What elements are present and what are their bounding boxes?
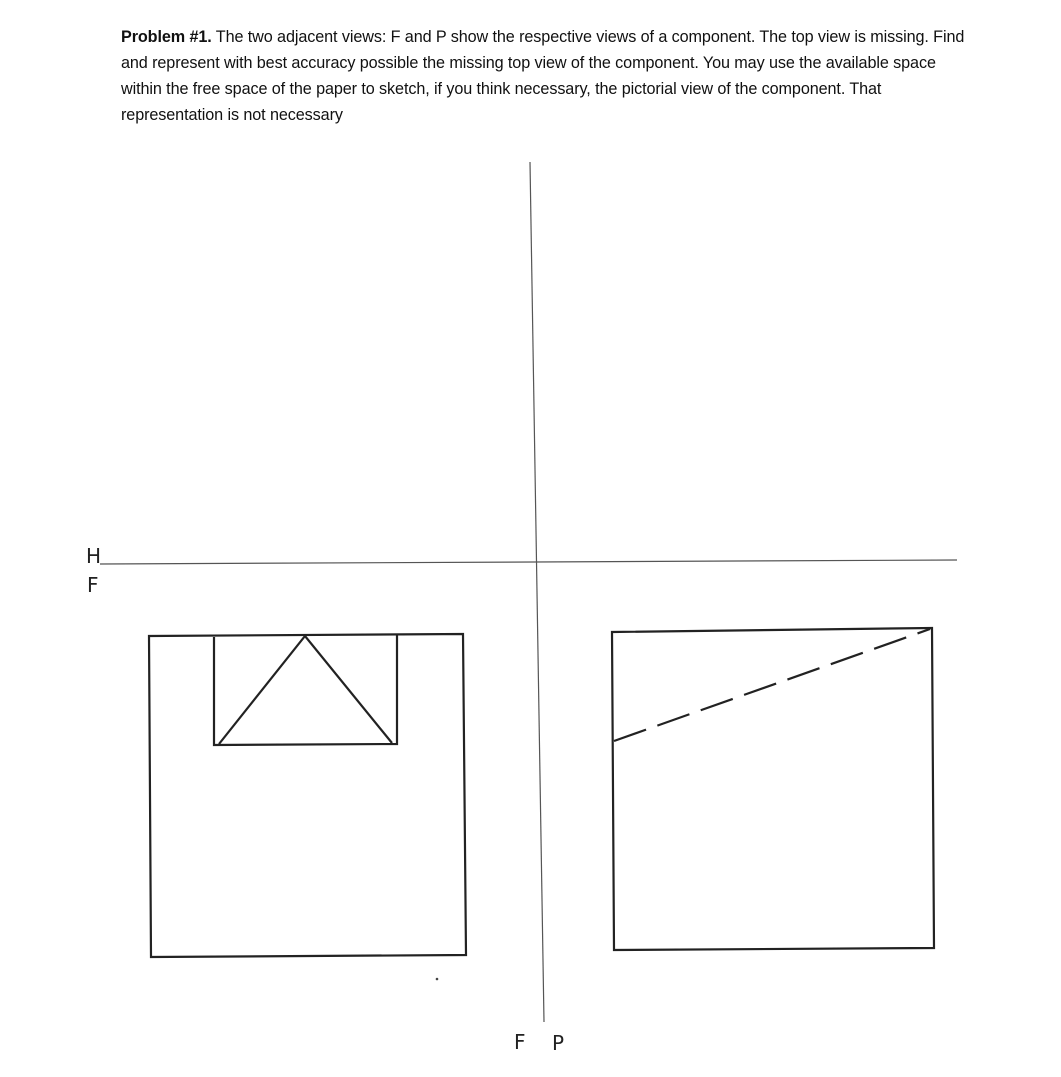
front-view-notch (214, 635, 397, 745)
front-view-outline (149, 634, 466, 957)
front-view-triangle (219, 636, 392, 744)
fold-label-p-bottom: P (552, 1031, 565, 1055)
horizontal-fold-line (100, 560, 957, 564)
paper-speck (436, 978, 439, 981)
problem-body: The two adjacent views: F and P show the respective views of a component. The top view is missing. Find and represent with best accuracy possible the missing top view of the component. You may use the available space within the free space of the paper to sketch, if you think necessary, the pictorial view of the component. That representation is not necessary (121, 28, 965, 124)
front-view (149, 634, 466, 957)
fold-label-f-left: F (87, 573, 99, 597)
problem-label: Problem #1. (121, 28, 212, 46)
fold-label-f-bottom: F (514, 1030, 526, 1054)
fold-label-h: H (86, 544, 102, 568)
profile-view (612, 628, 934, 950)
profile-view-hidden-line (614, 629, 930, 741)
vertical-fold-line (530, 162, 544, 1022)
profile-view-outline (612, 628, 934, 950)
